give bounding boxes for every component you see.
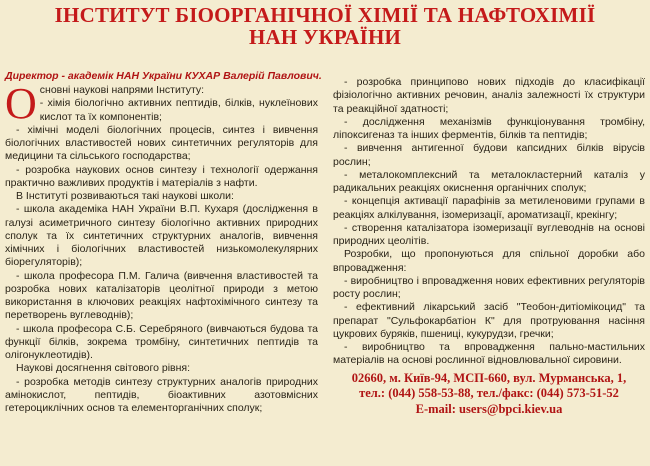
right-column bbox=[333, 76, 645, 417]
contact-address: 02660, м. Київ-94, МСП-660, вул. Мурманська, 1, bbox=[351, 370, 627, 385]
section-heading: Розробки, що пропонуються для спільної доробки або впровадження: bbox=[333, 248, 645, 274]
page-title bbox=[0, 4, 650, 48]
list-item: - хімія біологічно активних пептидів, білків, нуклеїнових кислот та їх компонентів; bbox=[39, 97, 318, 123]
list-item: - школа професора С.Б. Серебряного (вивчаються будова та функції білків, зокрема тромбіну, синтетичних пептидів та олігонуклеотидів). bbox=[5, 322, 318, 361]
contact-phones: тел.: (044) 558-53-88, тел./факс: (044) 573-51-52 bbox=[359, 386, 619, 400]
director-line: Директор - академік НАН України КУХАР Валерій Павлович. bbox=[5, 70, 322, 82]
list-item: - концепція активації парафінів за метиленовими групами в реакціях алкілування, ізомеризації, ароматизації, крекінгу; bbox=[333, 195, 645, 221]
list-item: - школа професора П.М. Галича (вивчення властивостей та розробка нових каталізаторів цеолітної природи з метою використання в ключових реакціях нафтохімічного синтезу та перетворень вуглеводнів); bbox=[5, 269, 318, 322]
list-item: - ефективний лікарський засіб "Теобон-дитіомікоцид" та препарат "Сульфокарбатіон К" для протруювання насіння цукрових буряків, пшениці, кукурудзи, гречки; bbox=[333, 301, 645, 340]
list-item: - розробка методів синтезу структурних аналогів природних амінокислот, пептидів, біоактивних азотовмісних гетероциклічних основ та елементорганічних сполук; bbox=[5, 375, 318, 414]
contact-block bbox=[333, 371, 645, 418]
left-column bbox=[5, 70, 322, 415]
list-item: - виробництво та впровадження пально-мастильних матеріалів на основі рослинної відновлювальної сировини. bbox=[333, 341, 645, 367]
title-line-1: ІНСТИТУТ БІООРГАНІЧНОЇ ХІМІЇ ТА НАФТОХІМІЇ bbox=[54, 3, 596, 27]
list-item: - розробка наукових основ синтезу і технології одержання практично важливих продуктів і матеріалів з нафти. bbox=[5, 163, 318, 189]
contact-email[interactable]: E-mail: users@bpci.kiev.ua bbox=[415, 401, 563, 416]
section-heading: В Інституті розвиваються такі наукові школи: bbox=[16, 190, 234, 202]
list-item: - дослідження механізмів функціонування тромбіну, ліпоксигеназ та інших ферментів, білків та пептидів; bbox=[333, 115, 645, 141]
list-item: - виробництво і впровадження нових ефективних регуляторів росту рослин; bbox=[333, 274, 645, 300]
list-item: - створення каталізатора ізомеризації вуглеводнів на основі природних цеолітів. bbox=[333, 221, 645, 247]
list-item: - вивчення антигенної будови капсидних білків вірусів рослин; bbox=[333, 142, 645, 168]
drop-cap: О bbox=[5, 79, 37, 128]
title-line-2: НАН УКРАЇНИ bbox=[248, 25, 402, 49]
section-heading: Наукові досягнення світового рівня: bbox=[16, 362, 191, 375]
list-item: - металокомплексний та металокластерний каталіз у радикальних реакціях окиснення органічних сполук; bbox=[333, 168, 645, 194]
list-item: - розробка принципово нових підходів до класифікації фізіологічно активних речовин, аналіз залежності їх структури та реакційної здатності; bbox=[333, 76, 645, 115]
list-item: - школа академіка НАН України В.П. Кухаря (дослідження в галузі асиметричного синтезу біологічно активних природних сполук та їх синтетичних структурних аналогів, вивчення хімічних і біологічних властивостей низькомолекулярних біорегуляторів); bbox=[5, 203, 318, 269]
list-item: - хімічні моделі біологічних процесів, синтез і вивчення біологічних властивостей нових синтетичних регуляторів для медицини та сільського господарства; bbox=[5, 123, 318, 163]
intro-text: сновні наукові напрями Інституту: bbox=[39, 84, 205, 96]
